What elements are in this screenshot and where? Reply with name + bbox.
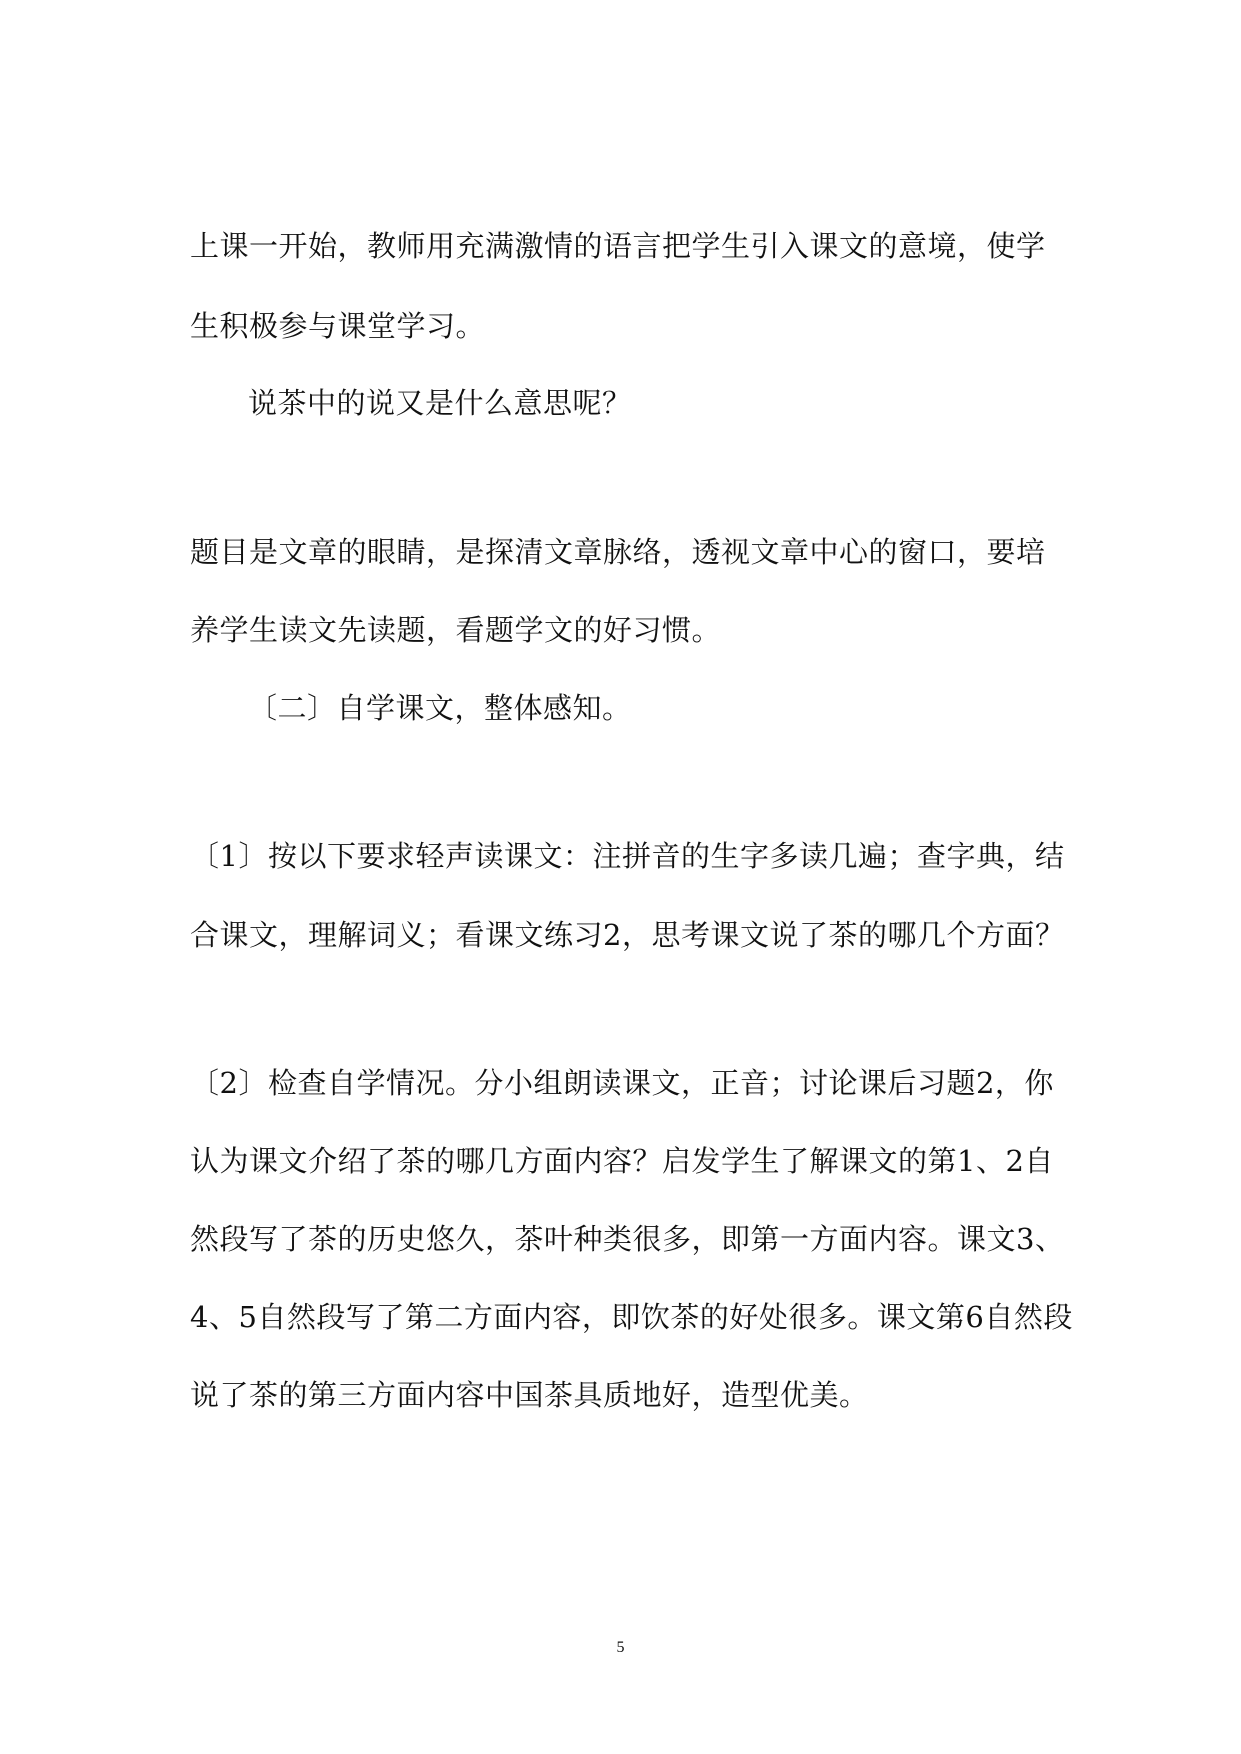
- step-2-line-2: 认为课文介绍了茶的哪几方面内容？启发学生了解课文的第1、2自: [190, 1144, 1054, 1178]
- paragraph-title-line-1: 题目是文章的眼睛，是探清文章脉络，透视文章中心的窗口，要培: [190, 535, 1046, 569]
- section-heading: 〔二〕自学课文，整体感知。: [248, 691, 632, 725]
- step-2-line-3: 然段写了茶的历史悠久，茶叶种类很多，即第一方面内容。课文3、: [190, 1222, 1065, 1256]
- step-2-line-5: 说了茶的第三方面内容中国茶具质地好，造型优美。: [190, 1378, 869, 1412]
- step-2-line-4: 4、5自然段写了第二方面内容，即饮茶的好处很多。课文第6自然段: [190, 1300, 1073, 1334]
- step-2-line-1: 〔2〕检查自学情况。分小组朗读课文，正音；讨论课后习题2，你: [190, 1066, 1054, 1100]
- paragraph-title-line-2: 养学生读文先读题，看题学文的好习惯。: [190, 613, 722, 647]
- question-line: 说茶中的说又是什么意思呢？: [248, 386, 632, 420]
- step-1-line-1: 〔1〕按以下要求轻声读课文：注拼音的生字多读几遍；查字典，结: [190, 839, 1065, 873]
- step-1-line-2: 合课文，理解词义；看课文练习2，思考课文说了茶的哪几个方面？: [190, 918, 1065, 952]
- paragraph-intro-line-1: 上课一开始，教师用充满激情的语言把学生引入课文的意境，使学: [190, 229, 1046, 263]
- page-number: 5: [616, 1639, 625, 1656]
- paragraph-intro-line-2: 生积极参与课堂学习。: [190, 309, 486, 343]
